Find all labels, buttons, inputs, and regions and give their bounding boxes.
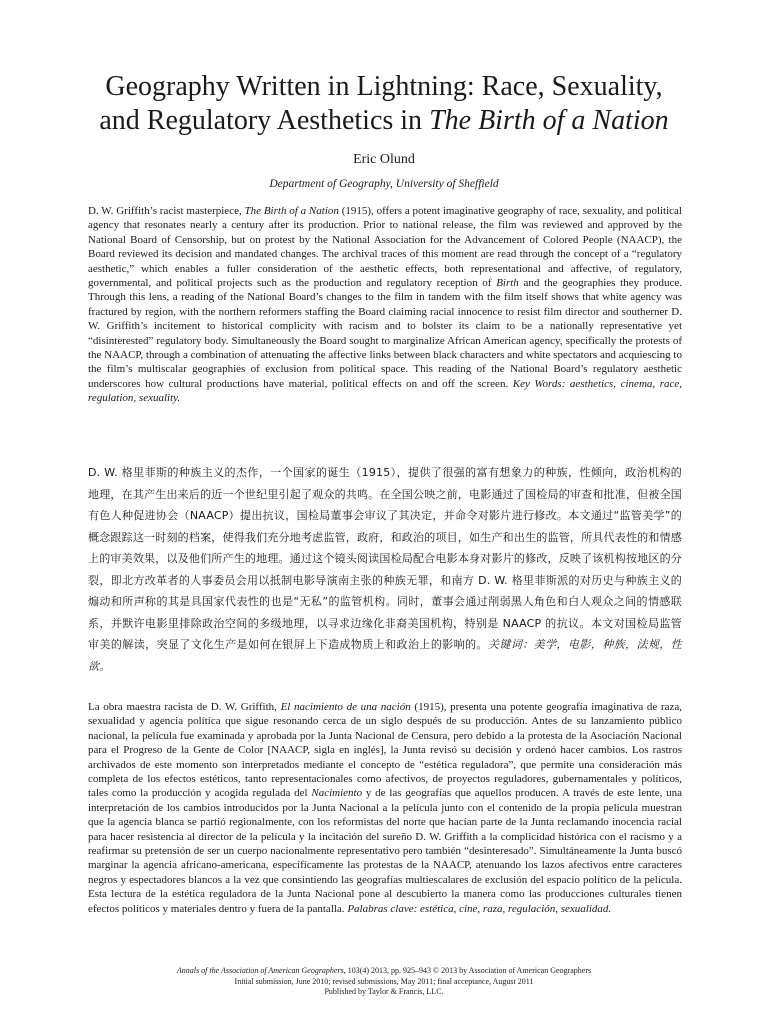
abstract-es-part-2: (1915), presenta una potente geografía imaginativa de raza, sexualidad y agencia política que sigue resonando cerca de un siglo después de su producción. Antes de su lanzamiento público nacional, la película fue examinada y aprobada por la Junta Nacional de Censura, pero debido a la protesta de la Asociación Nacional para el Progreso de la Gente de Color [NAACP, sigla en inglés], la Junta revisó su decisión y ordenó hacer cambios. Los rastros archivados de este momento son interpretados mediante el concepto de “estética reguladora”, que permite una consideración más completa de los efectos estéticos, tanto representacionales como afectivos, de proyectos reguladores, gubernamentales y políticos, tales como la producción y acogida regulada del [88,701,682,800]
footer-line-2: Initial submission, June 2010; revised submissions, May 2011; final acceptance, August 2011 [234,976,534,986]
abstract-en-keywords: Key Words: aesthetics, cinema, race, regulation, sexuality. [88,377,682,405]
abstract-en-italic-2: Birth [496,277,519,290]
abstract-zh-text: D. W. 格里菲斯的种族主义的杰作，一个国家的诞生（1915），提供了很强的富有想象力的种族，性倾向，政治机构的地理，在其产生出来后的近一个世纪里引起了观众的共鸣。在全国公映之前，电影通过了国检局的审查和批准，但被全国有色人种促进协会（NAACP）提出抗议，国检局董事会审议了其决定，并命令对影片进行修改。本文通过“监管美学”的概念跟踪这一时刻的档案，使得我们充分地考虑监管，政府，和政治的项目，如生产和出生的监管，所具代表性的和情感上的审美效果，以及他们所产生的地理。通过这个镜头阅读国检局配合电影本身对影片的修改，反映了该机构按地区的分裂，即北方改革者的人事委员会用以抵制电影导演南主张的种族无罪，和南方 D. W. 格里菲斯派的对历史与种族主义的煽动和所声称的其是具国家代表性的也是“无私”的监管机构。同时，董事会通过削弱黑人角色和白人观众之间的情感联系，并默许电影里排除政治空间的多级地理，以寻求边缘化非裔美国机构，特别是 NAACP 的抗议。本文对国检局监管审美的解读，突显了文化生产是如何在银屏上下造成物质上和政治上的影响的。 [88,466,682,651]
author-name: Eric Olund [353,152,415,167]
abstract-en-part-1: D. W. Griffith’s racist masterpiece, [88,205,245,217]
abstract-en-part-3: and the geographies they produce. Through this lens, a reading of the National Board’s changes to the film in tandem with the film itself shows that white agency was fractured by region, with the northern reformers staffing the Board claiming racial innocence to resist film director and southerner D. W. Griffith’s incitement to historical complicity with racism and to bolster its claim to be a nationally representative yet “disinterested” regulatory body. Simultaneously the Board sought to marginalize African American agency, specifically the protests of the NAACP, through a combination of attenuating the affective links between black characters and white spectators and acquiescing to the film’s multiscalar geographies of exclusion from political space. This reading of the National Board’s regulatory aesthetic underscores how cultural productions have material, political effects on and off the screen. [88,277,682,390]
abstract-es-italic-2: Nacimiento [311,787,363,800]
publication-footer [0,966,768,998]
footer-journal-name: Annals of the Association of American Geographers [176,966,344,975]
title-film-name: The Birth of a Nation [429,105,669,136]
abstract-chinese [88,462,682,677]
abstract-spanish [88,700,682,916]
abstract-es-italic-1: El nacimiento de una nación [280,701,411,713]
footer-line-1 [0,966,768,977]
abstract-es-part-1: La obra maestra racista de D. W. Griffith, [88,701,281,713]
abstract-es-keywords: Palabras clave: estética, cine, raza, regulación, sexualidad. [347,902,612,915]
abstract-es-part-3: y de las geografías que aquellos producen. A través de este lente, una interpretación de los cambios introducidos por la Junta Nacional a la película junto con el contenido de la propia película muestran que la agencia blanca se partió regionalmente, con los reformistas del norte que hacían parte de la Junta reclamando inocencia racial para hacer resistencia al director de la película y la incitación del sureño D. W. Griffith a la complicidad histórica con el racismo y a reafirmar su pretensión de ser un cuerpo nacionalmente representativo pero también “desinteresado”. Simultáneamente la Junta buscó marginar la agencia africano-americana, específicamente las protestas de la NAACP, atenuando los lazos afectivos entre caracteres negros y espectadores blancos a la vez que consintiendo las geografías multiescalares de exclusión del espacio político de la película. Esta lectura de la estética reguladora de la Junta Nacional pone al descubierto la manera como las producciones culturales tienen efectos políticos y materiales dentro y fuera de la pantalla. [88,787,683,915]
abstract-en-part-2: (1915), offers a potent imaginative geography of race, sexuality, and political agency that resonates nearly a century after its production. Prior to national release, the film was reviewed and approved by the National Board of Censorship, but on protest by the National Association for the Advancement of Colored People (NAACP), the Board reviewed its decision and mandated changes. The archival traces of this moment are read through the concept of a “regulatory aesthetic,” which enables a fuller consideration of the aesthetic effects, both representational and affective, of regulatory, governmental, and political projects such as the production and regulatory reception of [88,205,682,290]
title-line-1: Geography Written in Lightning: Race, Sexuality, [105,71,663,102]
title-line-2-prefix: and Regulatory Aesthetics in [99,105,430,136]
abstract-english [88,204,682,406]
article-title [60,70,708,138]
footer-line-3: Published by Taylor & Francis, LLC. [324,987,444,996]
abstract-zh-keywords: 关键词：美学，电影，种族，法规，性欲。 [88,638,683,673]
author-affiliation: Department of Geography, University of Sheffield [269,178,499,190]
abstract-en-italic-1: The Birth of a Nation [244,205,339,217]
footer-citation: , 103(4) 2013, pp. 925–943 © 2013 by Association of American Geographers [343,966,592,975]
title-line-2 [60,104,708,138]
